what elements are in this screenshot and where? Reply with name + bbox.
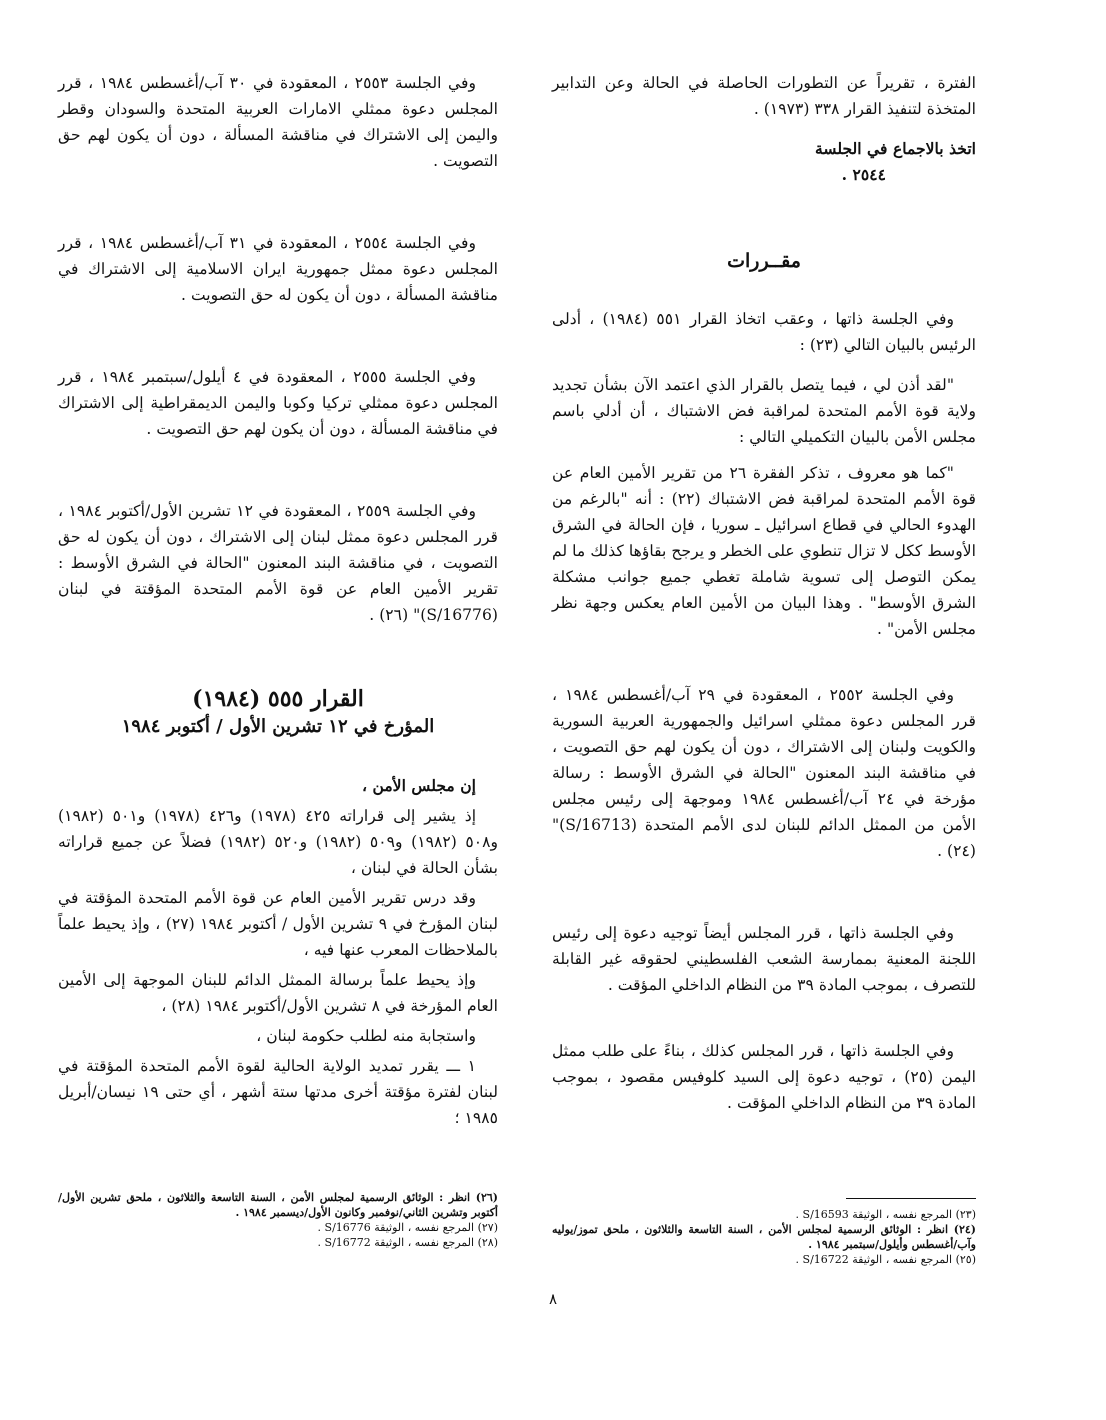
decisions-heading: مقــررات — [727, 250, 801, 272]
right-column — [552, 70, 976, 1116]
meeting-2553-paragraph: وفي الجلسة ٢٥٥٣ ، المعقودة في ٣٠ آب/أغسطس ١٩٨٤ ، قرر المجلس دعوة ممثلي الامارات العربية المتحدة والسودان وقطر واليمن إلى الاشتراك في مناقشة المسألة ، دون أن يكون لهم حق التصويت . — [58, 74, 498, 170]
meeting-2555-paragraph: وفي الجلسة ٢٥٥٥ ، المعقودة في ٤ أيلول/سبتمبر ١٩٨٤ ، قرر المجلس دعوة ممثلي تركيا وكوبا واليمن الديمقراطية إلى الاشتراك في مناقشة المسألة ، دون أن يكون لهم حق التصويت . — [58, 368, 498, 438]
footnote-25: (٢٥) المرجع نفسه ، الوثيقة S/16722 . — [795, 1253, 976, 1266]
page-number: ٨ — [548, 1290, 558, 1308]
decides-paragraph: ١ ـــ يقرر تمديد الولاية الحالية لقوة الأمم المتحدة المؤقتة في لبنان لفترة مؤقتة أخرى مدتها ستة أشهر ، أي حتى ١٩ نيسان/أبريل ١٩٨٥ ؛ — [58, 1057, 498, 1127]
studied-report-paragraph: وقد درس تقرير الأمين العام عن قوة الأمم المتحدة المؤقتة في لبنان المؤرخ في ٩ تشرين الأول / أكتوبر ١٩٨٤ (٢٧) ، وإذ يحيط علماً بالملاحظات المعرب عنها فيه ، — [58, 889, 498, 959]
response-paragraph: واستجابة منه لطلب حكومة لبنان ، — [256, 1027, 476, 1045]
footnote-26: (٢٦) انظر : الوثائق الرسمية لمجلس الأمن ، السنة التاسعة والثلاثون ، ملحق تشرين الأول/أكتوبر وتشرين الثاني/نوفمبر وكانون الأول/ديسمبر ١٩٨٤ . — [58, 1191, 498, 1219]
adopted-note — [552, 136, 976, 188]
adopted-line-1: اتخذ بالاجماع في الجلسة — [815, 139, 976, 158]
quote-paragraph-1: "لقد أذن لي ، فيما يتصل بالقرار الذي اعتمد الآن بشأن تجديد ولاية قوة الأمم المتحدة لمراقبة فض الاشتباك ، أن أدلي باسم مجلس الأمن بالبيان التكميلي التالي : — [552, 376, 976, 446]
president-paragraph: وفي الجلسة ذاتها ، وعقب اتخاذ القرار ٥٥١ (١٩٨٤) ، أدلى الرئيس بالبيان التالي (٢٣) : — [552, 310, 976, 354]
meeting-2559-paragraph: وفي الجلسة ٢٥٥٩ ، المعقودة في ١٢ تشرين الأول/أكتوبر ١٩٨٤ ، قرر المجلس دعوة ممثل لبنان إلى الاشتراك ، دون أن يكون له حق التصويت ، في مناقشة البند المعنون "الحالة في الشرق الأوسط : تقرير الأمين العام عن قوة الأمم المتحدة المؤقتة في لبنان (S/16776)" (٢٦) . — [58, 502, 498, 624]
noting-letter-paragraph: وإذ يحيط علماً برسالة الممثل الدائم للبنان الموجهة إلى الأمين العام المؤرخة في ٨ تشرين الأول/أكتوبر ١٩٨٤ (٢٨) ، — [58, 971, 498, 1015]
council-preamble: إن مجلس الأمن ، — [361, 776, 476, 795]
adopted-line-2: ٢٥٤٤ . — [841, 165, 886, 184]
footnote-23: (٢٣) المرجع نفسه ، الوثيقة S/16593 . — [795, 1208, 976, 1221]
resolution-date: المؤرخ في ١٢ تشرين الأول / أكتوبر ١٩٨٤ — [121, 716, 435, 737]
meeting-2554-paragraph: وفي الجلسة ٢٥٥٤ ، المعقودة في ٣١ آب/أغسطس ١٩٨٤ ، قرر المجلس دعوة ممثل جمهورية ايران الاسلامية إلى الاشتراك في مناقشة المسألة ، دون أن يكون له حق التصويت . — [58, 234, 498, 304]
resolution-title: القرار ٥٥٥ (١٩٨٤) — [192, 686, 364, 712]
footnote-28: (٢٨) المرجع نفسه ، الوثيقة S/16772 . — [317, 1236, 498, 1249]
meeting-2552-paragraph: وفي الجلسة ٢٥٥٢ ، المعقودة في ٢٩ آب/أغسطس ١٩٨٤ ، قرر المجلس دعوة ممثلي اسرائيل والجمهورية العربية السورية والكويت ولبنان إلى الاشتراك ، دون أن يكون لهم حق التصويت ، في مناقشة البند المعنون "الحالة في الشرق الأوسط : رسالة مؤرخة في ٢٤ آب/أغسطس ١٩٨٤ وموجهة إلى رئيس مجلس الأمن من الممثل الدائم للبنان لدى الأمم المتحدة (S/16713)" (٢٤) . — [552, 686, 976, 860]
left-column — [58, 70, 498, 1131]
recalling-paragraph: إذ يشير إلى قراراته ٤٢٥ (١٩٧٨) و٤٢٦ (١٩٧٨) و٥٠١ (١٩٨٢) و٥٠٨ (١٩٨٢) و٥٠٩ (١٩٨٢) و٥٢٠ (١٩٨٢) فضلاً عن جميع قراراته بشأن الحالة في لبنان ، — [58, 807, 498, 877]
intro-paragraph: الفترة ، تقريراً عن التطورات الحاصلة في الحالة وعن التدابير المتخذة لتنفيذ القرار ٣٣٨ (١٩٧٣) . — [552, 74, 976, 118]
quote-paragraph-2: "كما هو معروف ، تذكر الفقرة ٢٦ من تقرير الأمين العام عن قوة الأمم المتحدة لمراقبة فض الاشتباك (٢٢) : أنه "بالرغم من الهدوء الحالي في قطاع اسرائيل ـ سوريا ، فإن الحالة في الشرق الأوسط ككل لا تزال تنطوي على الخطر و يرجح بقاؤها كذلك ما لم يمكن التوصل إلى تسوية شاملة تغطي جميع جوانب مشكلة الشرق الأوسط" . وهذا البيان من الأمين العام يعكس وجهة نظر مجلس الأمن" . — [552, 464, 976, 638]
yemen-request-paragraph: وفي الجلسة ذاتها ، قرر المجلس كذلك ، بناءً على طلب ممثل اليمن (٢٥) ، توجيه دعوة إلى السيد كلوفيس مقصود ، بموجب المادة ٣٩ من النظام الداخلي المؤقت . — [552, 1042, 976, 1112]
footnote-24: (٢٤) انظر : الوثائق الرسمية لمجلس الأمن ، السنة التاسعة والثلاثون ، ملحق تموز/يوليه وآب/أغسطس وأيلول/سبتمبر ١٩٨٤ . — [552, 1223, 976, 1251]
footnote-divider — [846, 1198, 976, 1199]
footnote-27: (٢٧) المرجع نفسه ، الوثيقة S/16776 . — [317, 1221, 498, 1234]
footnotes-left — [58, 1190, 498, 1250]
footnotes-right — [552, 1198, 976, 1267]
palestine-committee-paragraph: وفي الجلسة ذاتها ، قرر المجلس أيضاً توجيه دعوة إلى رئيس اللجنة المعنية بممارسة الشعب الفلسطيني لحقوقه غير القابلة للتصرف ، بموجب المادة ٣٩ من النظام الداخلي المؤقت . — [552, 924, 976, 994]
